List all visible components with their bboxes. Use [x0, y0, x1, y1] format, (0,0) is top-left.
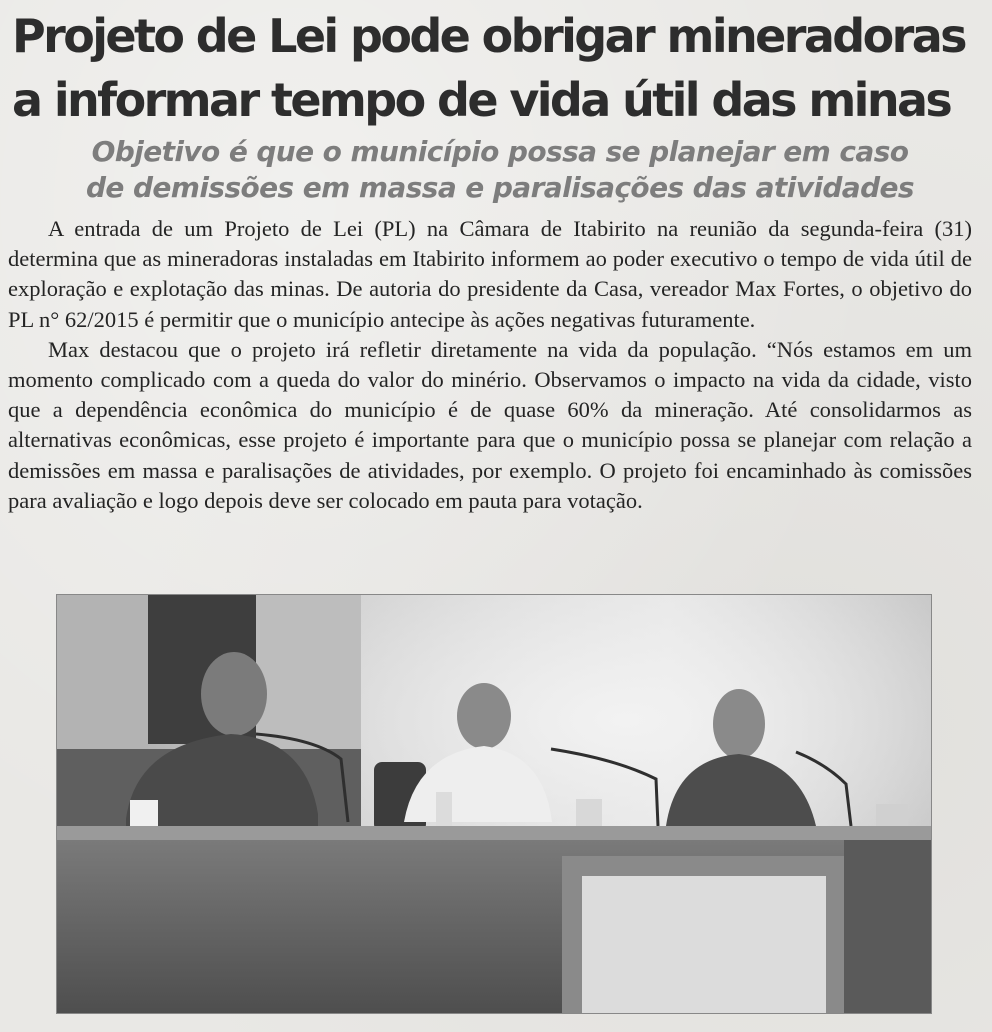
subheadline-line-1: Objetivo é que o município possa se planejar em caso [91, 135, 909, 168]
headline-line-2: a informar tempo de vida útil das minas [12, 73, 951, 127]
article-photo [56, 594, 932, 1014]
article-subheadline [60, 134, 940, 206]
subheadline-line-2: de demissões em massa e paralisações das atividades [85, 171, 914, 204]
headline-line-1: Projeto de Lei pode obrigar mineradoras [12, 9, 965, 63]
article-body [8, 214, 972, 516]
council-meeting-photo [56, 594, 932, 1014]
article-headline [12, 4, 972, 132]
article-paragraph-2: Max destacou que o projeto irá refletir diretamente na vida da população. “Nós estamos em um momento complicado com a queda do valor do minério. Observamos o impacto na vida da cidade, visto que a dependência econômica do município é de quase 60% da mineração. Até consolidarmos as alternativas econômicas, esse projeto é importante para que o município possa se planejar com relação a demissões em massa e paralisações de atividades, por exemplo. O projeto foi encaminhado às comissões para avaliação e logo depois deve ser colocado em pauta para votação. [8, 336, 972, 513]
article-paragraph-1: A entrada de um Projeto de Lei (PL) na Câmara de Itabirito na reunião da segunda-feira (31) determina que as mineradoras instaladas em Itabirito informem ao poder executivo o tempo de vida útil de exploração e explotação das minas. De autoria do presidente da Casa, vereador Max Fortes, o objetivo do PL n° 62/2015 é permitir que o município antecipe às ações negativas futuramente. [8, 216, 972, 332]
